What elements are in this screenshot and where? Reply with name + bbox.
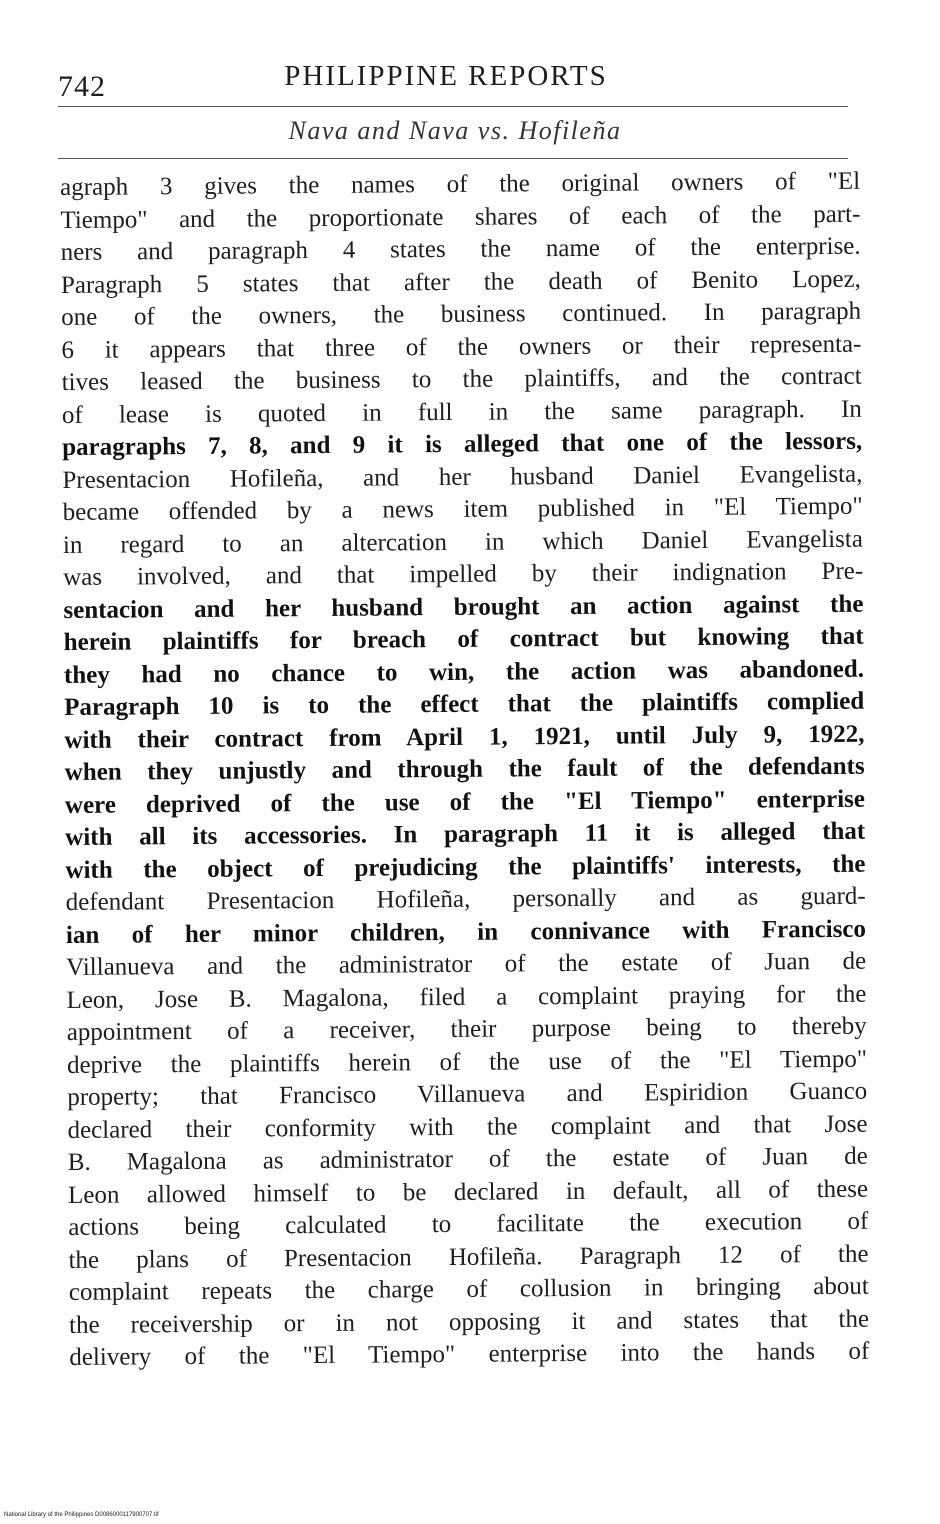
text-line: actions being calculated to facilitate the execution of [68, 1207, 869, 1241]
text-line: became offended by a news item published in "El Tiempo" [62, 492, 863, 526]
text-line: B. Magalona as administrator of the estate of Juan de [67, 1142, 868, 1176]
text-line: herein plaintiffs for breach of contract but knowing that [63, 622, 864, 656]
text-line: Tiempo" and the proportionate shares of each of the part- [60, 200, 861, 234]
text-line: Paragraph 10 is to the effect that the plaintiffs complied [64, 687, 865, 721]
text-line: when they unjustly and through the fault of the defendants [64, 752, 865, 786]
text-line: Leon, Jose B. Magalona, filed a complaint praying for the [66, 980, 867, 1014]
text-line: 6 it appears that three of the owners or their representa- [61, 330, 862, 364]
text-line: Leon allowed himself to be declared in default, all of these [67, 1175, 869, 1209]
header-rule-top [58, 106, 848, 107]
body-text [60, 166, 869, 1375]
text-line: Villanueva and the administrator of the estate of Juan de [66, 947, 867, 981]
text-line: were deprived of the use of the "El Tiempo" enterprise [64, 785, 866, 819]
header-rule-bottom [58, 158, 848, 159]
text-line: ian of her minor children, in connivance with Francisco [65, 915, 867, 949]
text-line: one of the owners, the business continued. In paragraph [61, 297, 862, 331]
text-line: delivery of the "El Tiempo" enterprise into the hands of [69, 1337, 870, 1371]
text-line: the receivership or in not opposing it and states that the [68, 1305, 870, 1339]
text-line: with their contract from April 1, 1921, until July 9, 1922, [64, 720, 865, 754]
page-number: 742 [58, 70, 106, 103]
text-line: complaint repeats the charge of collusion in bringing about [68, 1272, 869, 1306]
text-line: ners and paragraph 4 states the name of the enterprise. [60, 232, 861, 266]
text-line: Presentacion Hofileña, and her husband Daniel Evangelista, [62, 460, 863, 494]
text-line: paragraphs 7, 8, and 9 it is alleged that one of the lessors, [62, 427, 863, 461]
text-line: deprive the plaintiffs herein of the use of the "El Tiempo" [66, 1045, 868, 1079]
text-line: the plans of Presentacion Hofileña. Paragraph 12 of the [68, 1240, 869, 1274]
running-head: PHILIPPINE REPORTS [284, 60, 608, 92]
text-line: of lease is quoted in full in the same paragraph. In [61, 395, 862, 429]
text-line: in regard to an altercation in which Daniel Evangelista [62, 525, 864, 559]
text-line: defendant Presentacion Hofileña, personally and as guard- [65, 882, 866, 916]
text-line: was involved, and that impelled by their indignation Pre- [63, 557, 864, 591]
case-title: Nava and Nava vs. Hofileña [288, 116, 622, 145]
scan-footer-mark: National Library of the Philippines D0086000117900707.tif [4, 1512, 159, 1518]
text-line: they had no chance to win, the action was abandoned. [63, 655, 865, 689]
text-line: with the object of prejudicing the plaintiffs' interests, the [65, 850, 866, 884]
text-line: appointment of a receiver, their purpose being to thereby [66, 1012, 867, 1046]
text-line: agraph 3 gives the names of the original owners of "El [60, 167, 861, 201]
text-line: property; that Francisco Villanueva and Espiridion Guanco [67, 1077, 868, 1111]
text-line: Paragraph 5 states that after the death of Benito Lopez, [60, 265, 861, 299]
text-line: sentacion and her husband brought an action against the [63, 590, 864, 624]
text-line: declared their conformity with the complaint and that Jose [67, 1110, 868, 1144]
text-line: with all its accessories. In paragraph 11 it is alleged that [65, 817, 866, 851]
text-line: tives leased the business to the plaintiffs, and the contract [61, 362, 862, 396]
